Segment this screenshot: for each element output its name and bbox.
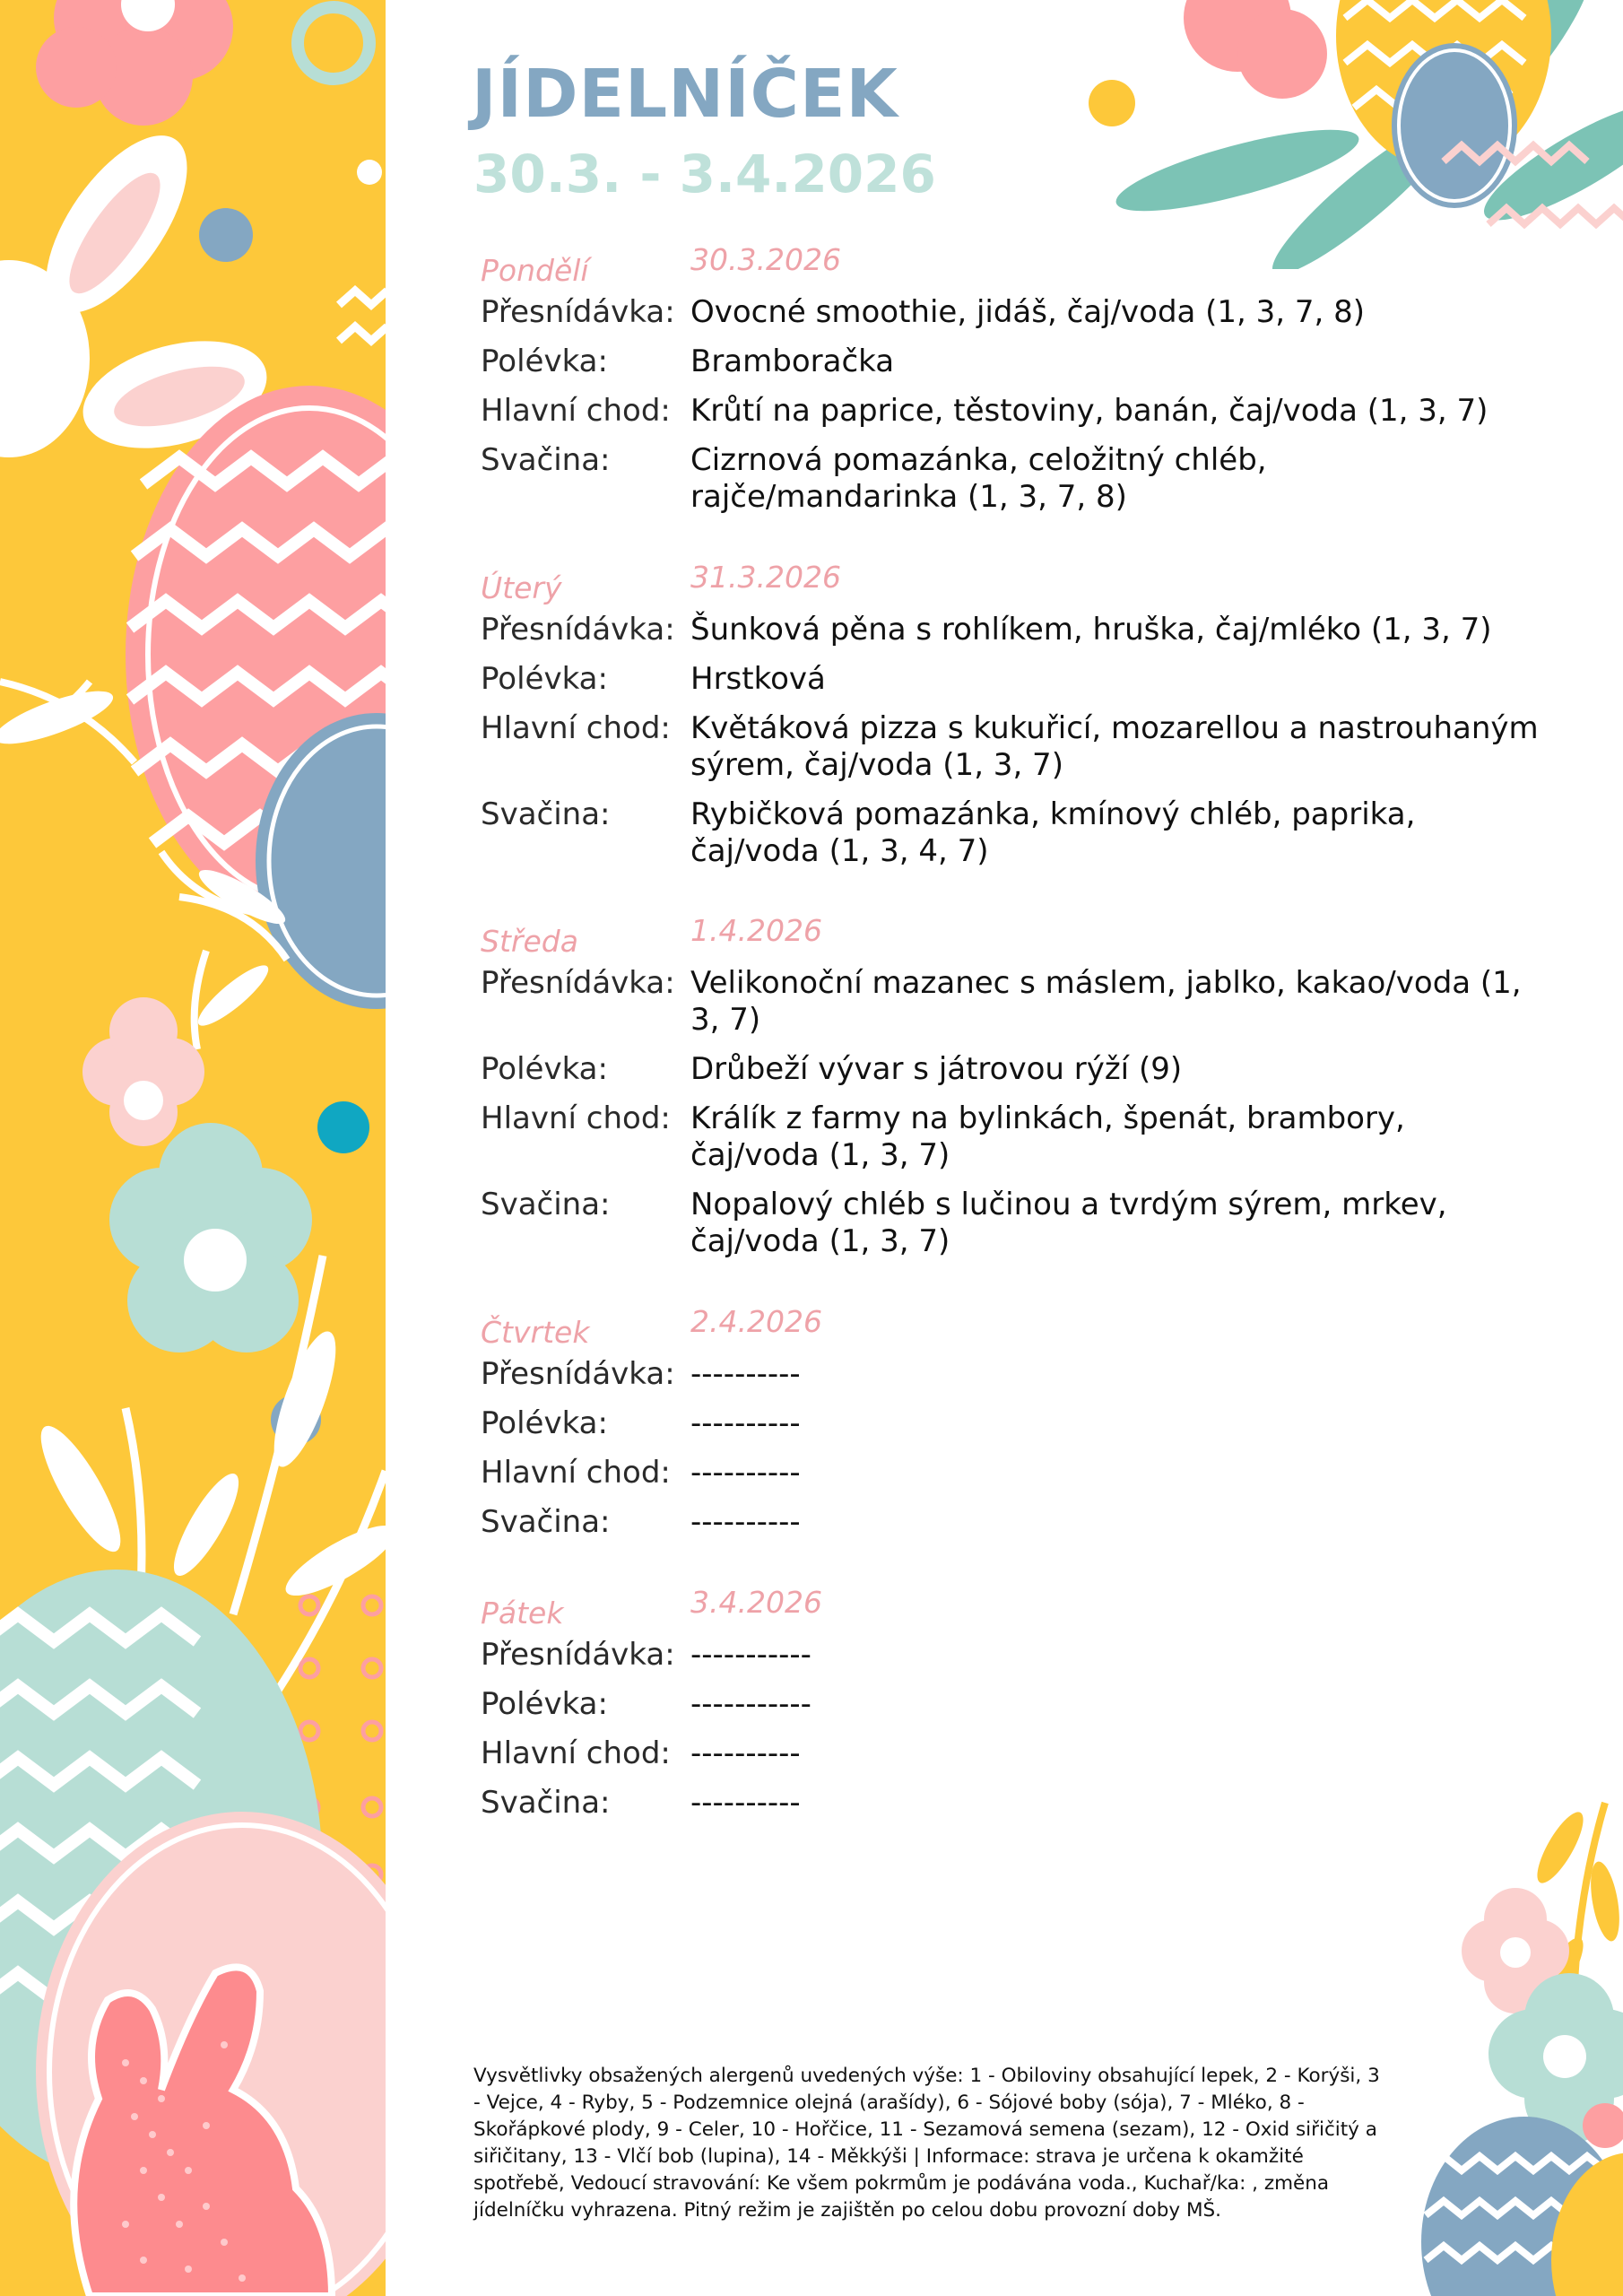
meal-label: Svačina: [481, 442, 611, 478]
meal-label: Polévka: [481, 661, 608, 697]
meal-label: Přesnídávka: [481, 1356, 675, 1392]
meal-row-main [481, 1735, 1539, 1772]
page-title: JÍDELNÍČEK [472, 56, 898, 133]
meal-row-main [481, 393, 1539, 430]
meal-value: ---------- [690, 1455, 801, 1491]
meal-row-breakfast [481, 1356, 1539, 1393]
day-name: Úterý [481, 570, 562, 605]
day-date: 31.3.2026 [690, 560, 841, 595]
meal-value: Rybičková pomazánka, kmínový chléb, paprika, čaj/voda (1, 3, 4, 7) [690, 796, 1416, 869]
meal-label: Svačina: [481, 1785, 611, 1821]
meal-label: Přesnídávka: [481, 965, 675, 1001]
date-range: 30.3. - 3.4.2026 [473, 144, 936, 204]
meal-value: Nopalový chléb s lučinou a tvrdým sýrem, mrkev, čaj/voda (1, 3, 7) [690, 1187, 1447, 1259]
meal-label: Hlavní chod: [481, 1455, 671, 1491]
meal-label: Hlavní chod: [481, 1735, 671, 1771]
meal-label: Hlavní chod: [481, 393, 671, 429]
day-section-monday [481, 242, 1539, 528]
meal-value: Králík z farmy na bylinkách, špenát, brambory, čaj/voda (1, 3, 7) [690, 1100, 1405, 1173]
meal-value: ---------- [690, 1504, 801, 1540]
meal-value: Květáková pizza s kukuřicí, mozarellou a nastrouhaným sýrem, čaj/voda (1, 3, 7) [690, 710, 1539, 783]
meal-value: Velikonoční mazanec s máslem, jablko, kakao/voda (1, 3, 7) [690, 965, 1522, 1038]
meal-label: Polévka: [481, 1686, 608, 1722]
meal-row-snack [481, 442, 1539, 516]
allergen-legend: Vysvětlivky obsažených alergenů uvedených výše: 1 - Obiloviny obsahující lepek, 2 - Korýši, 3 - Vejce, 4 - Ryby, 5 - Podzemnice olejná (arašídy), 6 - Sójové boby (sója), 7 - Mléko, 8 - Skořápkové plody, 9 - Celer, 10 - Hořčice, 11 - Sezamová semena (sezam), 12 - Oxid siřičitý a siřičitany, 13 - Vlčí bob (lupina), 14 - Měkkýši | Informace: strava je určena k okamžité spotřebě, Vedoucí stravování: Ke všem pokrmům je podávána voda., Kuchař/ka: , změna jídelníčku vyhrazena. Pitný režim je zajištěn po celou dobu provozní doby MŠ. [473, 2065, 1380, 2222]
meal-label: Hlavní chod: [481, 710, 671, 746]
meal-label: Přesnídávka: [481, 294, 675, 330]
day-section-thursday [481, 1304, 1539, 1553]
day-name: Čtvrtek [481, 1315, 590, 1350]
meal-label: Přesnídávka: [481, 1637, 675, 1673]
day-date: 3.4.2026 [690, 1585, 822, 1620]
meal-value: Cizrnová pomazánka, celožitný chléb, rajče/mandarinka (1, 3, 7, 8) [690, 442, 1267, 515]
day-name: Pondělí [481, 253, 589, 288]
day-date: 2.4.2026 [690, 1304, 822, 1339]
meal-label: Polévka: [481, 1051, 608, 1087]
day-name: Středa [481, 924, 578, 959]
meal-row-snack [481, 796, 1539, 870]
meal-row-main [481, 710, 1539, 784]
meal-row-main [481, 1455, 1539, 1492]
meal-value: ---------- [690, 1735, 801, 1771]
meal-value: ---------- [690, 1356, 801, 1392]
meal-value: Ovocné smoothie, jidáš, čaj/voda (1, 3, 7, 8) [690, 294, 1366, 330]
meal-row-breakfast [481, 294, 1539, 331]
meal-label: Hlavní chod: [481, 1100, 671, 1136]
day-date: 1.4.2026 [690, 913, 822, 948]
meal-value: ----------- [690, 1637, 812, 1673]
day-name: Pátek [481, 1596, 564, 1631]
day-section-tuesday [481, 560, 1539, 883]
meal-row-breakfast [481, 965, 1539, 1039]
meal-value: Krůtí na paprice, těstoviny, banán, čaj/voda (1, 3, 7) [690, 393, 1488, 429]
meal-row-snack [481, 1187, 1539, 1260]
meal-row-soup [481, 1051, 1539, 1088]
meal-value: Hrstková [690, 661, 826, 697]
meal-value: ----------- [690, 1686, 812, 1722]
meal-row-breakfast [481, 612, 1539, 648]
meal-label: Přesnídávka: [481, 612, 675, 648]
meal-row-soup [481, 1405, 1539, 1442]
meal-row-main [481, 1100, 1539, 1174]
meal-row-snack [481, 1785, 1539, 1822]
day-section-wednesday [481, 913, 1539, 1273]
meal-row-breakfast [481, 1637, 1539, 1674]
meal-row-soup [481, 344, 1539, 380]
meal-value: ---------- [690, 1405, 801, 1441]
meal-row-soup [481, 661, 1539, 698]
meal-value: Šunková pěna s rohlíkem, hruška, čaj/mléko (1, 3, 7) [690, 612, 1492, 648]
meal-value: ---------- [690, 1785, 801, 1821]
meal-label: Polévka: [481, 1405, 608, 1441]
day-date: 30.3.2026 [690, 242, 841, 277]
meal-value: Drůbeží vývar s játrovou rýží (9) [690, 1051, 1183, 1087]
meal-value: Bramboračka [690, 344, 895, 379]
meal-label: Svačina: [481, 1504, 611, 1540]
meal-label: Svačina: [481, 796, 611, 832]
meal-label: Polévka: [481, 344, 608, 379]
meal-row-snack [481, 1504, 1539, 1541]
meal-row-soup [481, 1686, 1539, 1723]
day-section-friday [481, 1585, 1539, 1834]
meal-label: Svačina: [481, 1187, 611, 1222]
